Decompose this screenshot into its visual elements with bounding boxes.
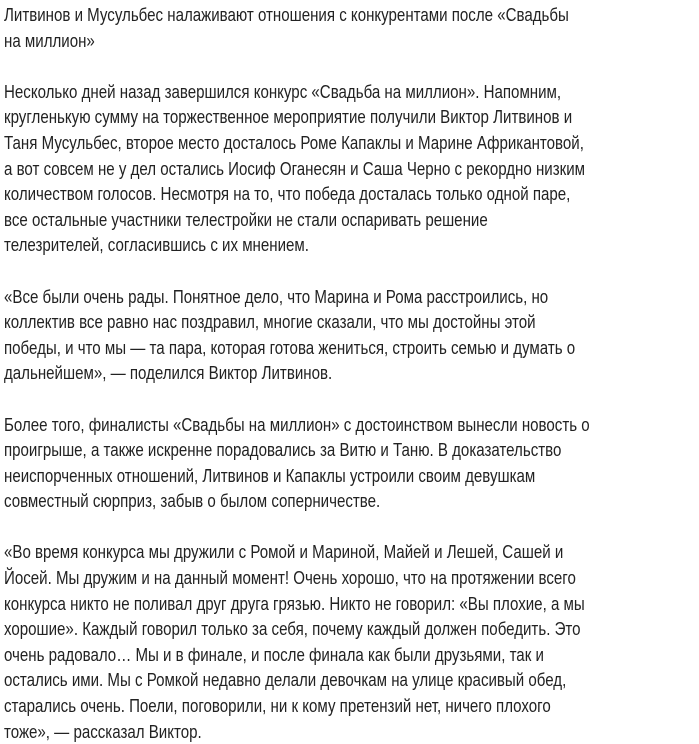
- paragraph-line: проигрыше, а также искренне порадовались за Витю и Таню. В доказательство: [4, 439, 562, 461]
- paragraph-line: неиспорченных отношений, Литвинов и Капаклы устроили своим девушкам: [4, 464, 536, 486]
- paragraph-line: остались ими. Мы с Ромкой недавно делали девочкам на улице красивый обед,: [4, 669, 567, 691]
- paragraph-line: Йосей. Мы дружим и на данный момент! Очень хорошо, что на протяжении всего: [4, 567, 576, 589]
- paragraph-contest-results: [4, 79, 699, 258]
- article-headline: [4, 2, 699, 53]
- paragraph-line: старались очень. Поели, поговорили, ни к кому претензий нет, ничего плохого: [4, 695, 551, 717]
- paragraph-line: все остальные участники телестройки не стали оспаривать решение: [4, 208, 488, 230]
- paragraph-line: тоже», — рассказал Виктор.: [4, 720, 202, 742]
- paragraph-quote-litvinov: [4, 284, 699, 386]
- paragraph-line: а вот совсем не у дел остались Иосиф Оганесян и Саша Черно с рекордно низким: [4, 157, 585, 179]
- headline-line: на миллион»: [4, 29, 95, 51]
- paragraph-line: конкурса никто не поливал друг друга грязью. Никто не говорил: «Вы плохие, а мы: [4, 592, 585, 614]
- headline-line: Литвинов и Мусульбес налаживают отношения с конкурентами после «Свадьбы: [4, 4, 569, 25]
- paragraph-line: телезрителей, согласившись с их мнением.: [4, 234, 309, 256]
- paragraph-line: Таня Мусульбес, второе место досталось Роме Капаклы и Марине Африкантовой,: [4, 131, 584, 153]
- article-body: [4, 0, 699, 744]
- paragraph-line: Более того, финалисты «Свадьбы на миллион» с достоинством вынесли новость о: [4, 413, 590, 435]
- paragraph-line: очень радовало… Мы и в финале, и после финала как были друзьями, так и: [4, 643, 544, 665]
- paragraph-line: победы, и что мы — та пара, которая готова жениться, строить семью и думать о: [4, 336, 576, 358]
- paragraph-line: дальнейшем», — поделился Виктор Литвинов.: [4, 362, 333, 384]
- paragraph-line: «Во время конкурса мы дружили с Ромой и Мариной, Майей и Лешей, Сашей и: [4, 541, 564, 563]
- paragraph-line: кругленькую сумму на торжественное мероприятие получили Виктор Литвинов и: [4, 106, 573, 128]
- paragraph-line: совместный сюрприз, забыв о былом соперничестве.: [4, 490, 381, 512]
- paragraph-quote-viktor: [4, 539, 699, 744]
- paragraph-line: коллектив все равно нас поздравил, многие сказали, что мы достойны этой: [4, 311, 536, 333]
- paragraph-finalists: [4, 412, 699, 514]
- paragraph-line: Несколько дней назад завершился конкурс «Свадьба на миллион». Напомним,: [4, 80, 562, 102]
- paragraph-line: хорошие». Каждый говорил только за себя, почему каждый должен победить. Это: [4, 618, 581, 640]
- paragraph-line: количеством голосов. Несмотря на то, что победа досталась только одной паре,: [4, 183, 571, 205]
- paragraph-line: «Все были очень рады. Понятное дело, что Марина и Рома расстроились, но: [4, 285, 549, 307]
